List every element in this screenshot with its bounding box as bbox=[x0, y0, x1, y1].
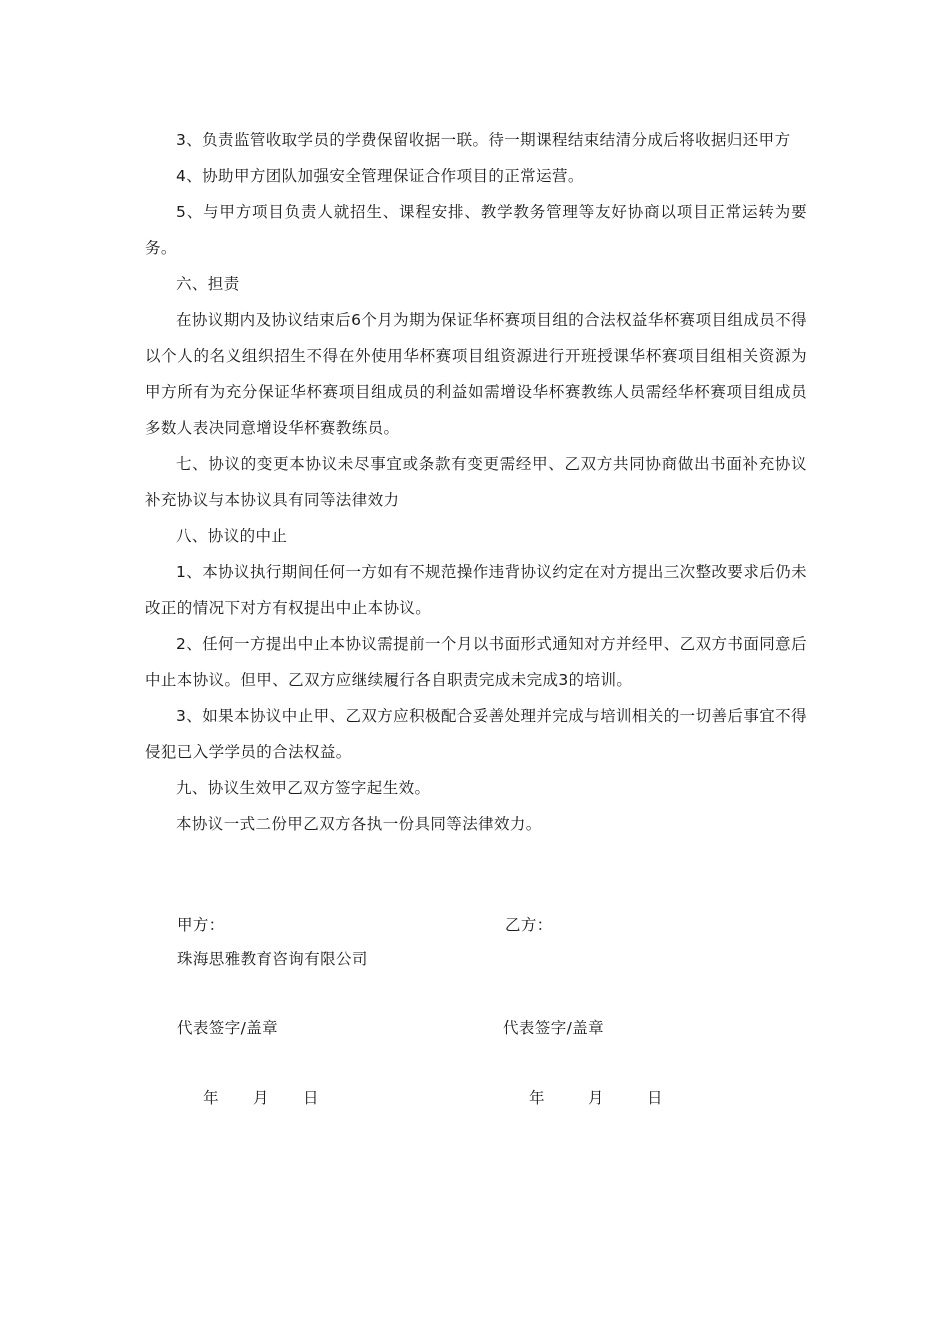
party-a-signature-label: 代表签字/盖章 bbox=[177, 1019, 279, 1037]
clause-paragraph: 3、如果本协议中止甲、乙双方应积极配合妥善处理并完成与培训相关的一切善后事宜不得侵犯已入学学员的合法权益。 bbox=[145, 707, 807, 761]
clause-paragraph: 在协议期内及协议结束后6个月为期为保证华杯赛项目组的合法权益华杯赛项目组成员不得以个人的名义组织招生不得在外使用华杯赛项目组资源进行开班授课华杯赛项目组相关资源为甲方所有为充分保证华杯赛项目组成员的利益如需增设华杯赛教练人员需经华杯赛项目组成员多数人表决同意增设华杯赛教练员。 bbox=[145, 311, 807, 437]
clause-paragraph: 九、协议生效甲乙双方签字起生效。 bbox=[176, 779, 431, 797]
clause-paragraph: 5、与甲方项目负责人就招生、课程安排、教学教务管理等友好协商以项目正常运转为要务。 bbox=[145, 203, 807, 257]
party-b-date-year: 年 bbox=[529, 1089, 545, 1107]
party-a-label: 甲方： bbox=[177, 916, 225, 934]
clause-paragraph: 2、任何一方提出中止本协议需提前一个月以书面形式通知对方并经甲、乙双方书面同意后中止本协议。但甲、乙双方应继续履行各自职责完成未完成3的培训。 bbox=[145, 635, 807, 689]
section-heading: 八、协议的中止 bbox=[176, 527, 288, 545]
clause-paragraph: 3、负责监管收取学员的学费保留收据一联。待一期课程结束结清分成后将收据归还甲方 bbox=[176, 131, 791, 149]
clause-paragraph: 本协议一式二份甲乙双方各执一份具同等法律效力。 bbox=[176, 815, 542, 833]
party-b-label: 乙方： bbox=[505, 916, 553, 934]
clause-paragraph: 1、本协议执行期间任何一方如有不规范操作违背协议约定在对方提出三次整改要求后仍未改正的情况下对方有权提出中止本协议。 bbox=[145, 563, 807, 617]
party-b-signature-label: 代表签字/盖章 bbox=[503, 1019, 605, 1037]
party-b-date-month: 月 bbox=[588, 1089, 604, 1107]
clause-paragraph: 4、协助甲方团队加强安全管理保证合作项目的正常运营。 bbox=[176, 167, 584, 185]
agreement-body bbox=[145, 122, 807, 842]
party-a-date-month: 月 bbox=[253, 1089, 269, 1107]
party-b-date-day: 日 bbox=[647, 1089, 663, 1107]
clause-paragraph: 七、协议的变更本协议未尽事宜或条款有变更需经甲、乙双方共同协商做出书面补充协议补充协议与本协议具有同等法律效力 bbox=[145, 455, 807, 509]
party-a-company: 珠海思雅教育咨询有限公司 bbox=[177, 950, 368, 968]
party-a-date-day: 日 bbox=[303, 1089, 319, 1107]
party-a-date-year: 年 bbox=[203, 1089, 219, 1107]
section-heading: 六、担责 bbox=[176, 275, 240, 293]
